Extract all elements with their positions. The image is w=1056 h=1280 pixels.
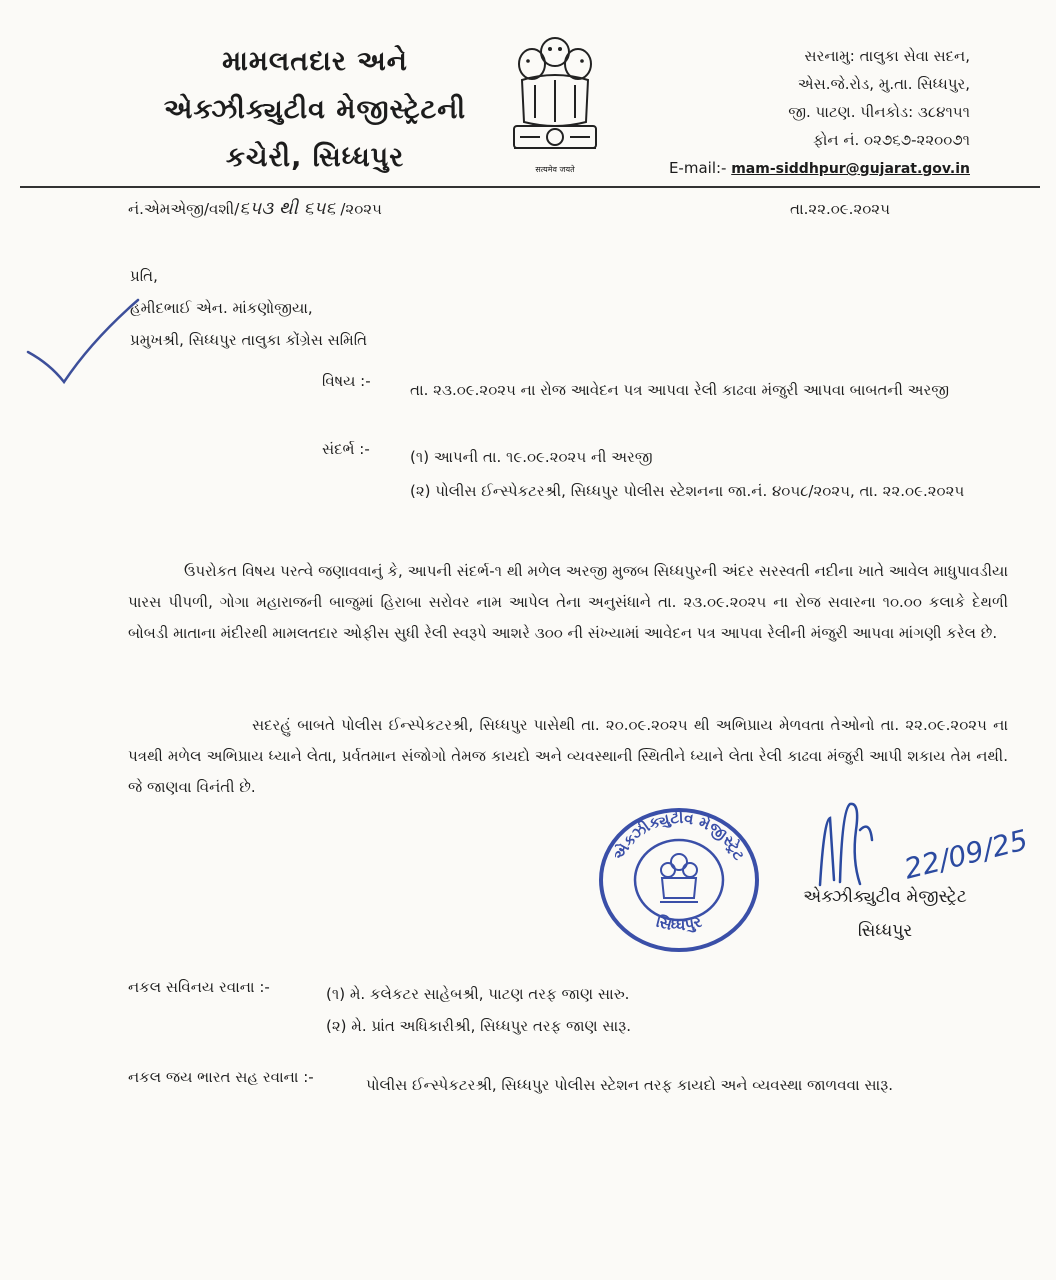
address-line: જી. પાટણ. પીનકોડ: ૩૮૪૧૫૧: [788, 103, 970, 121]
copy-to-police-text: પોલીસ ઈન્સ્પેકટરશ્રી, સિધ્ધપુર પોલીસ સ્ટેશન તરફ કાયદો અને વ્યવસ્થા જાળવવા સારૂ.: [366, 1076, 893, 1094]
subject-label: વિષય :-: [322, 372, 371, 390]
address-line: સરનામુ: તાલુકા સેવા સદન,: [804, 47, 970, 65]
address-line: એસ.જે.રોડ, મુ.તા. સિધ્ધપુર,: [797, 75, 970, 93]
reference-handwritten: ૬૫૩ થી ૬૫૬: [239, 198, 336, 219]
seal-bottom-text: સિધ્ધપુર: [654, 912, 704, 935]
emblem-motto: सत्यमेव जयते: [535, 165, 575, 174]
body-paragraph-1: ઉપરોકત વિષય પરત્વે જણાવવાનું કે, આપની સંદર્ભ-૧ થી મળેલ અરજી મુજબ સિધ્ધપુરની અંદર સરસ્વતી નદીના ખાતે આવેલ માધુપાવડીયા પારસ પીપળી, ગોગા મહારાજની બાજુમાં હિરાબા સરોવર નામ આપેલ તેના અનુસંધાને તા. ૨૩.૦૯.૨૦૨૫ ના રોજ સવારના ૧૦.૦૦ કલાકે દેથળી બોબડી માતાના મંદીરથી મામલતદાર ઓફીસ સુધી રેલી સ્વરૂપે આશરે ૩૦૦ ની સંખ્યામાં આવેદન પત્ર આપવા રેલીની મંજુરી આપવા માંગણી કરેલ છે.: [128, 562, 1008, 642]
recipient-block: [130, 260, 367, 356]
signatory-title: [770, 880, 1000, 948]
office-name-line: એક્ઝીક્યુટીવ મેજીસ્ટ્રેટની: [163, 94, 467, 125]
address-line: ફોન નં. ૦૨૭૬૭-૨૨૦૦૭૧: [812, 131, 970, 149]
copy-to-item: (૨) મે. પ્રાંત અધિકારીશ્રી, સિધ્ધપુર તરફ જાણ સારૂ.: [326, 1017, 631, 1035]
seal-ring-text: એક્ઝીક્યુટીવ મેજીસ્ટ્રેટ: [609, 808, 749, 864]
office-name-line: મામલતદાર અને: [222, 46, 408, 77]
recipient-line: પ્રમુખશ્રી, સિધ્ધપુર તાલુકા કોંગ્રેસ સમિતિ: [130, 331, 368, 349]
official-seal-icon: [596, 804, 762, 954]
copy-to-list: [326, 978, 631, 1042]
reference-prefix: નં.એમએજી/વશી/: [128, 200, 240, 218]
office-name-line: કચેરી, સિધ્ધપુર: [225, 142, 405, 173]
reference-item: (૨) પોલીસ ઈન્સ્પેકટરશ્રી, સિધ્ધપુર પોલીસ સ્ટેશનના જા.નં. ૪૦૫૮/૨૦૨૫, તા. ૨૨.૦૯.૨૦૨૫: [410, 482, 965, 500]
signatory-line: એક્ઝીક્યુટીવ મેજીસ્ટ્રેટ: [803, 887, 967, 907]
email-label: E-mail:-: [668, 159, 732, 177]
recipient-line: પ્રતિ,: [130, 267, 158, 285]
body-paragraph-2: સદરહું બાબતે પોલીસ ઈન્સ્પેકટરશ્રી, સિધ્ધપુર પાસેથી તા. ૨૦.૦૯.૨૦૨૫ થી અભિપ્રાય મેળવતા તેઓનો તા. ૨૨.૦૯.૨૦૨૫ ના પત્રથી મળેલ અભિપ્રાય ધ્યાને લેતા, પ્રર્વતમાન સંજોગો તેમજ કાયદો અને વ્યવસ્થાની સ્થિતીને ધ્યાને લેતા રેલી કાઢવા મંજુરી આપી શકાય તેમ નથી. જે જાણવા વિનંતી છે.: [128, 716, 1008, 796]
letter-date: તા.૨૨.૦૯.૨૦૨૫: [790, 200, 890, 218]
recipient-line: હમીદભાઈ એન. માંકણોજીયા,: [130, 299, 313, 317]
subject-text: તા. ૨૩.૦૯.૨૦૨૫ ના રોજ આવેદન પત્ર આપવા રેલી કાઢવા મંજુરી આપવા બાબતની અરજી: [410, 381, 949, 399]
copy-to-police-label: નકલ જય ભારત સહ રવાના :-: [128, 1068, 314, 1086]
email-line: [640, 154, 970, 183]
reference-item: (૧) આપની તા. ૧૯.૦૯.૨૦૨૫ ની અરજી: [410, 448, 653, 466]
svg-text:એક્ઝીક્યુટીવ મેજીસ્ટ્રેટ: [609, 809, 749, 863]
signatory-line: સિધ્ધપુર: [857, 921, 913, 941]
svg-text:સિધ્ધપુર: [654, 912, 703, 934]
office-name: [150, 38, 480, 182]
tick-mark-icon: [22, 290, 142, 390]
references-list: [410, 440, 1030, 508]
copy-to-label: નકલ સવિનય રવાના :-: [128, 978, 270, 996]
office-address: [640, 42, 970, 183]
references-label: સંદર્ભ :-: [322, 440, 370, 458]
signature-date: 22/09/25: [901, 823, 1032, 886]
copy-to-item: (૧) મે. કલેકટર સાહેબશ્રી, પાટણ તરફ જાણ સારુ.: [326, 985, 630, 1003]
email-address: mam-siddhpur@gujarat.gov.in: [731, 161, 970, 177]
header-divider: [20, 186, 1040, 188]
reference-number: [128, 198, 382, 219]
reference-suffix: /૨૦૨૫: [340, 200, 382, 218]
national-emblem-icon: [500, 30, 610, 180]
